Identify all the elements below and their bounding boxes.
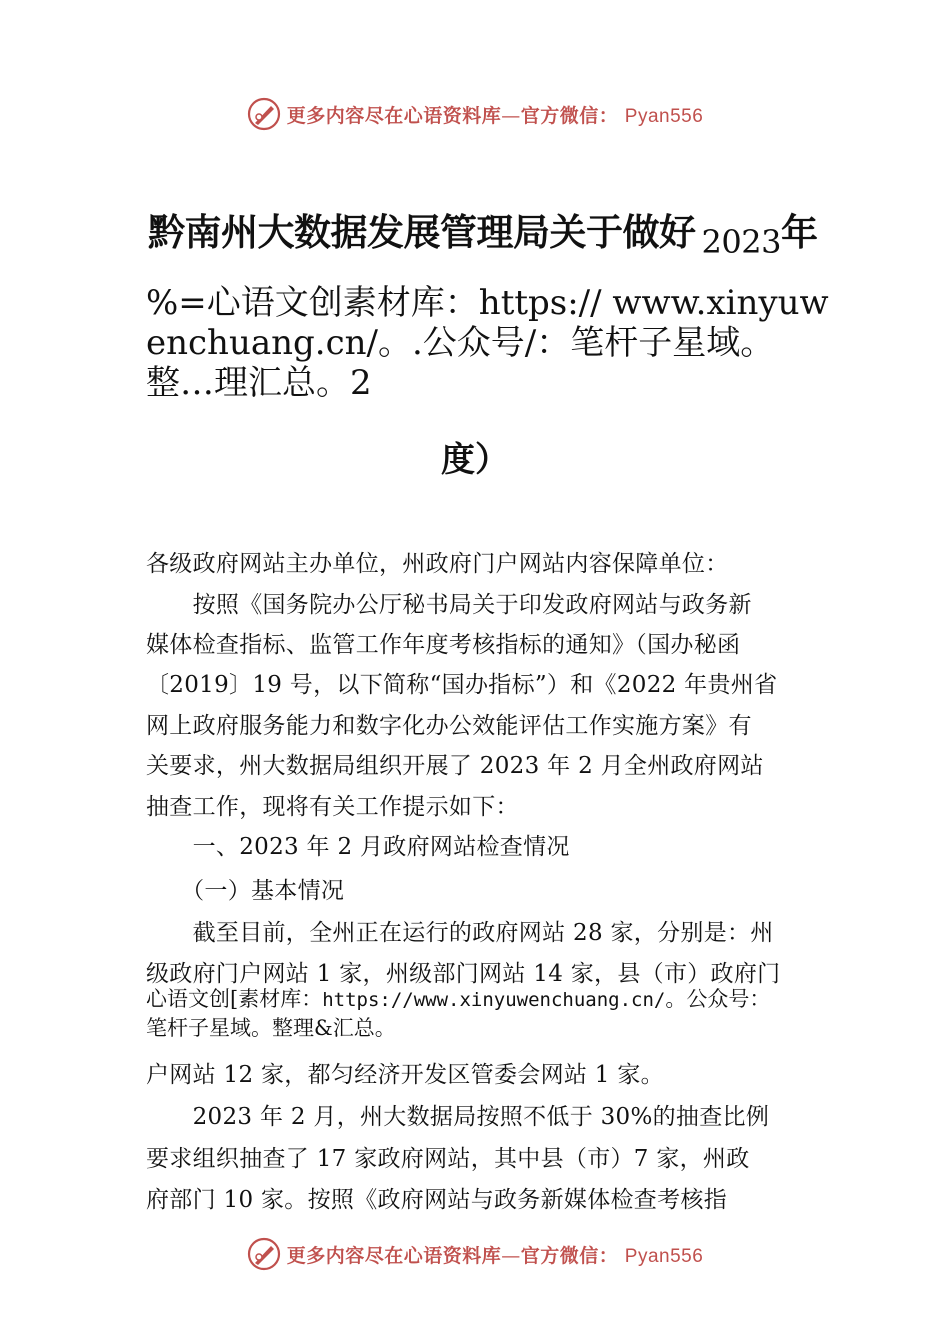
body-line: 级政府门户网站 1 家，州级部门网站 14 家，县（市）政府门: [146, 961, 781, 987]
body-line: 网上政府服务能力和数字化办公效能评估工作实施方案》有: [146, 713, 752, 739]
body-line: 户网站 12 家，都匀经济开发区管委会网站 1 家。: [146, 1062, 664, 1088]
banner-text: 更多内容尽在心语资料库—官方微信： Pyan556: [286, 1244, 704, 1267]
quill-logo-icon: [247, 97, 281, 131]
body-line: 要求组织抽查了 17 家政府网站，其中县（市）7 家，州政: [146, 1146, 750, 1172]
body-line: 媒体检查指标、监管工作年度考核指标的通知》（国办秘函: [146, 632, 741, 658]
watermark-large: %=心语文创素材库：https:// www.xinyuwenchuang.cn/。.公众号/：笔杆子星域。整…理汇总。2: [146, 283, 829, 403]
body-line: 截至目前，全州正在运行的政府网站 28 家，分别是：州: [146, 920, 774, 946]
body-line: 抽查工作，现将有关工作提示如下：: [146, 794, 519, 820]
watermark-small: 心语文创[素材库：https://www.xinyuwenchuang.cn/。公众号： 笔杆子星域。整理&汇总。: [146, 987, 771, 1040]
body-line: 〔2019〕19 号，以下简称“国办指标”）和《2022 年贵州省: [146, 672, 778, 698]
body-line: 府部门 10 家。按照《政府网站与政务新媒体检查考核指: [146, 1187, 727, 1213]
body-line: 2023 年 2 月，州大数据局按照不低于 30%的抽查比例: [146, 1104, 770, 1130]
document-title-end: 度）: [441, 440, 509, 480]
banner-text: 更多内容尽在心语资料库—官方微信： Pyan556: [286, 104, 704, 127]
header-banner: [0, 94, 950, 134]
body-line: 各级政府网站主办单位，州政府门户网站内容保障单位：: [146, 551, 729, 577]
footer-banner: [0, 1234, 950, 1274]
subsection-heading: （一）基本情况: [146, 878, 345, 904]
body-line: 关要求，州大数据局组织开展了 2023 年 2 月全州政府网站: [146, 753, 764, 779]
document-title: 黔南州大数据发展管理局关于做好 2023年: [148, 210, 818, 261]
section-heading: 一、2023 年 2 月政府网站检查情况: [146, 834, 570, 860]
body-line: 按照《国务院办公厅秘书局关于印发政府网站与政务新: [146, 592, 752, 618]
quill-logo-icon: [247, 1237, 281, 1271]
